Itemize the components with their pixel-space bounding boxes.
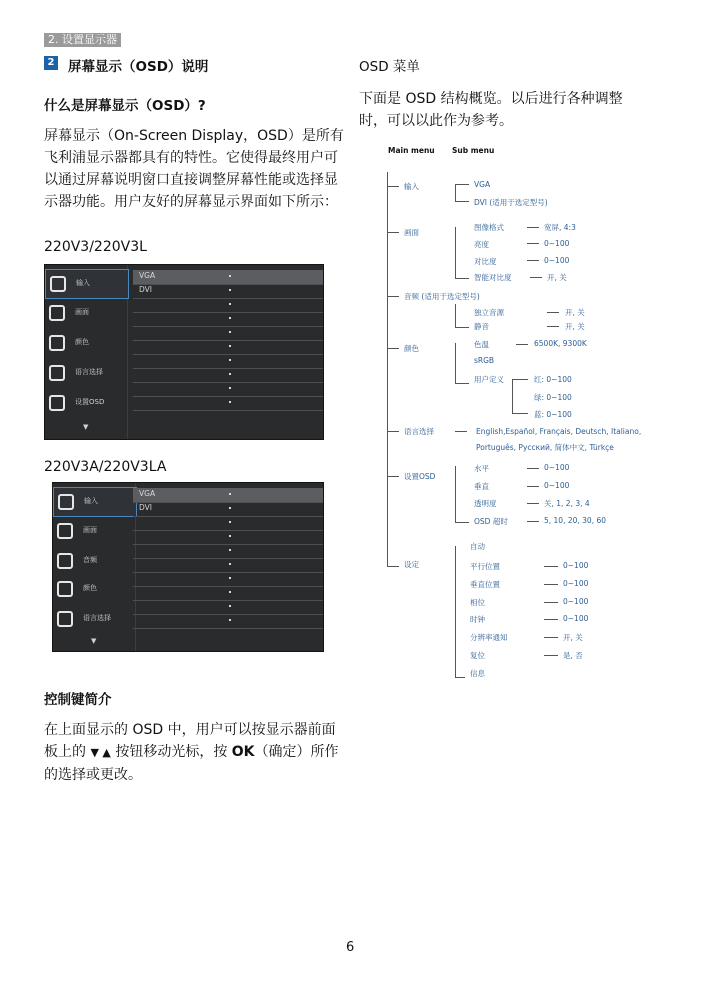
tree-val: 0~100 bbox=[544, 481, 570, 490]
tree-sub: VGA bbox=[474, 180, 491, 189]
osd1-item-input bbox=[45, 269, 129, 299]
tree-main-audio-note: (适用于选定型号) bbox=[421, 292, 480, 301]
tree-language-line1: English,Español, Français, Deutsch, Italiano, bbox=[476, 427, 642, 436]
ok-key-label: OK bbox=[231, 744, 255, 760]
osd-screenshot-1 bbox=[44, 264, 324, 440]
tree-sub: 平行位置 bbox=[470, 562, 500, 571]
osd-menu-title: OSD 菜单 bbox=[359, 59, 420, 75]
page-number: 6 bbox=[346, 940, 355, 955]
osd2-sub-row bbox=[133, 502, 323, 517]
speaker-icon bbox=[57, 553, 73, 569]
osd1-sub-row bbox=[133, 270, 323, 285]
osd1-sub-label: DVI bbox=[139, 285, 152, 294]
controls-paragraph bbox=[44, 719, 349, 786]
tree-val: 是, 否 bbox=[563, 651, 583, 660]
tree-val: 0~100 bbox=[563, 579, 589, 588]
tree-val: 0~100 bbox=[544, 239, 570, 248]
osd1-down-arrow: ▼ bbox=[83, 423, 89, 431]
tree-val: 0~100 bbox=[563, 614, 589, 623]
osd-settings-icon bbox=[49, 395, 65, 411]
tree-sub: 对比度 bbox=[474, 257, 497, 266]
tree-main-color: 颜色 bbox=[404, 344, 419, 353]
tree-sub: OSD 超时 bbox=[474, 517, 508, 526]
tree-sub: 相位 bbox=[470, 598, 485, 607]
tree-val: 0~100 bbox=[544, 463, 570, 472]
tree-val: 0~100 bbox=[563, 561, 589, 570]
osd2-item-language bbox=[53, 605, 135, 633]
tree-val: 关, 1, 2, 3, 4 bbox=[544, 499, 590, 508]
osd2-sub-label: DVI bbox=[139, 503, 152, 512]
osd2-item-label: 输入 bbox=[84, 497, 98, 505]
tree-sub: 色温 bbox=[474, 340, 489, 349]
controls-text-a: 在上面显示的 OSD 中，用户可以按显示器前面板上的 bbox=[44, 722, 336, 760]
picture-icon bbox=[57, 523, 73, 539]
tree-sub: 亮度 bbox=[474, 240, 489, 249]
tree-main-input: 输入 bbox=[404, 182, 419, 191]
tree-val: 绿: 0~100 bbox=[534, 393, 572, 402]
tree-sub: 用户定义 bbox=[474, 375, 504, 384]
input-icon bbox=[58, 494, 74, 510]
tree-main-picture: 画面 bbox=[404, 228, 419, 237]
osd-menu-intro: 下面是 OSD 结构概览。以后进行各种调整时，可以以此作为参考。 bbox=[359, 91, 623, 129]
tree-sub: 智能对比度 bbox=[474, 273, 512, 282]
tree-main-language: 语言选择 bbox=[404, 427, 434, 436]
color-icon bbox=[49, 335, 65, 351]
tree-sub: sRGB bbox=[474, 356, 495, 365]
tree-main-osd: 设置OSD bbox=[404, 472, 436, 481]
model-label-2: 220V3A/220V3LA bbox=[44, 459, 167, 475]
tree-val: 0~100 bbox=[544, 256, 570, 265]
tree-sub: 分辨率通知 bbox=[470, 633, 508, 642]
tree-val: 0~100 bbox=[563, 597, 589, 606]
osd2-sub-row bbox=[133, 488, 323, 503]
tree-sub: 透明度 bbox=[474, 499, 497, 508]
osd1-item-label: 画面 bbox=[75, 308, 89, 316]
osd1-item-osd-settings bbox=[45, 389, 127, 417]
tree-val: 红: 0~100 bbox=[534, 375, 572, 384]
tree-sub: 图像格式 bbox=[474, 223, 504, 232]
tree-sub: 独立音源 bbox=[474, 308, 504, 317]
osd2-item-audio bbox=[53, 547, 135, 575]
tree-sub: 复位 bbox=[470, 651, 485, 660]
tree-main-audio-label: 音频 bbox=[404, 292, 419, 301]
heading-number: 2 bbox=[44, 56, 58, 70]
tree-val: 蓝: 0~100 bbox=[534, 410, 572, 419]
tree-col-sub: Sub menu bbox=[452, 146, 495, 155]
tree-sub: 时钟 bbox=[470, 615, 485, 624]
tree-val: 5, 10, 20, 30, 60 bbox=[544, 516, 607, 525]
osd2-item-label: 画面 bbox=[83, 526, 97, 534]
osd2-item-picture bbox=[53, 517, 135, 545]
osd1-item-label: 颜色 bbox=[75, 338, 89, 346]
tree-sub: 水平 bbox=[474, 464, 489, 473]
tree-val: 开, 关 bbox=[563, 633, 583, 642]
osd1-item-color bbox=[45, 329, 127, 357]
tree-sub: 信息 bbox=[470, 669, 485, 678]
language-icon bbox=[57, 611, 73, 627]
osd2-item-label: 颜色 bbox=[83, 584, 97, 592]
tree-val: 开, 关 bbox=[565, 322, 585, 331]
input-icon bbox=[50, 276, 66, 292]
tree-val: 开, 关 bbox=[547, 273, 567, 282]
tree-language-line2: Português, Русский, 简体中文, Türkçe bbox=[476, 443, 614, 452]
tree-main-audio bbox=[404, 291, 480, 302]
tree-col-main: Main menu bbox=[388, 146, 435, 155]
subheading-what-is-osd: 什么是屏幕显示（OSD）? bbox=[44, 98, 206, 114]
osd2-item-input bbox=[53, 487, 137, 517]
tree-sub: DVI (适用于选定型号) bbox=[474, 198, 548, 207]
intro-paragraph: 屏幕显示（On-Screen Display，OSD）是所有飞利浦显示器都具有的特性。它使得最终用户可以通过屏幕说明窗口直接调整屏幕性能或选择显示器功能。用户友好的屏幕显示界面如下所示： bbox=[44, 128, 344, 210]
controls-text-c: （确定）所作的选择或更改。 bbox=[44, 744, 339, 783]
picture-icon bbox=[49, 305, 65, 321]
osd2-item-label: 音频 bbox=[83, 556, 97, 564]
osd1-sub-label: VGA bbox=[139, 271, 156, 280]
language-icon bbox=[49, 365, 65, 381]
tree-val: 开, 关 bbox=[565, 308, 585, 317]
subheading-controls: 控制键简介 bbox=[44, 692, 112, 708]
osd1-item-language bbox=[45, 359, 127, 387]
tree-val: 6500K, 9300K bbox=[534, 339, 587, 348]
tree-sub: 静音 bbox=[474, 322, 489, 331]
osd1-item-label: 输入 bbox=[76, 279, 90, 287]
osd-screenshot-2 bbox=[52, 482, 324, 652]
tree-sub: 自动 bbox=[470, 542, 485, 551]
controls-text-b: 按钮移动光标，按 bbox=[115, 744, 228, 760]
osd2-item-label: 语言选择 bbox=[83, 614, 111, 622]
tree-val: 宽屏, 4:3 bbox=[544, 223, 576, 232]
osd1-item-picture bbox=[45, 299, 127, 327]
osd1-sub-row bbox=[133, 284, 323, 299]
osd2-down-arrow: ▼ bbox=[91, 637, 97, 645]
model-label-1: 220V3/220V3L bbox=[44, 239, 147, 255]
section-heading: 屏幕显示（OSD）说明 bbox=[68, 59, 209, 75]
osd2-sub-label: VGA bbox=[139, 489, 156, 498]
osd1-item-label: 语言选择 bbox=[75, 368, 103, 376]
tree-main-setup: 设定 bbox=[404, 560, 419, 569]
section-tag: 2. 设置显示器 bbox=[44, 33, 121, 47]
arrow-keys-icon: ▼ ▲ bbox=[90, 746, 111, 759]
osd2-item-color bbox=[53, 575, 135, 603]
color-icon bbox=[57, 581, 73, 597]
tree-sub: 垂直 bbox=[474, 482, 489, 491]
osd1-item-label: 设置OSD bbox=[75, 398, 105, 406]
tree-sub: 垂直位置 bbox=[470, 580, 500, 589]
